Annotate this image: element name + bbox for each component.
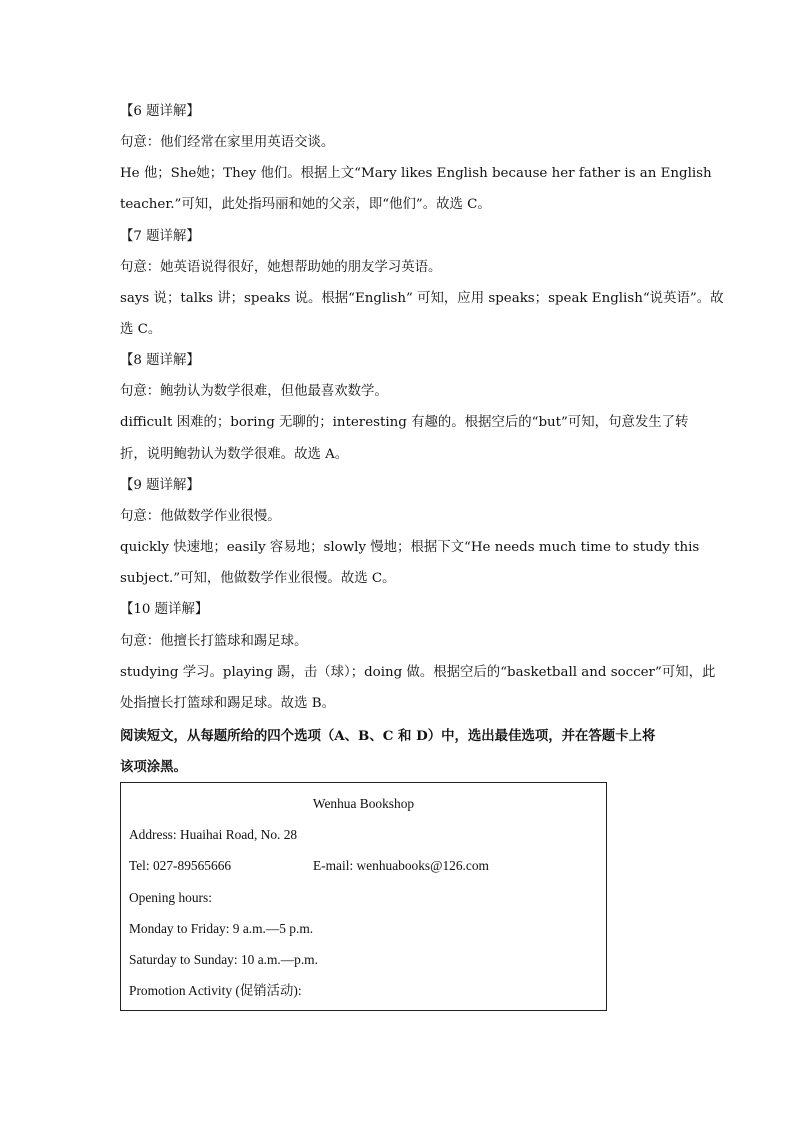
section-8-sentence: 句意：鲍勃认为数学很难，但他最喜欢数学。 xyxy=(120,384,388,399)
section-6-explanation-line-1: He 他；She她；They 他们。根据上文“Mary likes English because her father is an English xyxy=(120,166,712,181)
section-10-explanation-line-1: studying 学习。playing 踢，击（球）；doing 做。根据空后的“basketball and soccer”可知，此 xyxy=(120,665,716,680)
notice-promotion-label: Promotion Activity (促销活动): xyxy=(129,983,302,998)
section-9-heading: 【9 题详解】 xyxy=(120,478,200,493)
section-7-explanation-line-1: says 说；talks 讲；speaks 说。根据“English” 可知，应用 speaks；speak English“说英语”。故 xyxy=(120,291,724,306)
section-8-explanation-line-2: 折，说明鲍勃认为数学很难。故选 A。 xyxy=(120,447,349,462)
notice-opening-hours-label: Opening hours: xyxy=(129,890,212,905)
notice-address: Address: Huaihai Road, No. 28 xyxy=(129,827,298,842)
notice-weekday-hours: Monday to Friday: 9 a.m.—5 p.m. xyxy=(129,921,314,936)
section-6-heading: 【6 题详解】 xyxy=(120,104,200,119)
section-6-explanation-line-2: teacher.”可知，此处指玛丽和她的父亲，即“他们”。故选 C。 xyxy=(120,197,491,212)
section-7-sentence: 句意：她英语说得很好，她想帮助她的朋友学习英语。 xyxy=(120,260,442,275)
section-7-heading: 【7 题详解】 xyxy=(120,229,200,244)
section-9-explanation-line-1: quickly 快速地；easily 容易地；slowly 慢地；根据下文“He needs much time to study this xyxy=(120,540,700,555)
section-6-sentence: 句意：他们经常在家里用英语交谈。 xyxy=(120,135,335,150)
bookshop-notice-box xyxy=(120,782,607,1011)
section-10-sentence: 句意：他擅长打篮球和踢足球。 xyxy=(120,634,308,649)
reading-instruction-line-1: 阅读短文，从每题所给的四个选项（A、B、C 和 D）中，选出最佳选项，并在答题卡上将 xyxy=(120,728,656,744)
section-10-heading: 【10 题详解】 xyxy=(120,602,209,617)
reading-instruction-line-2: 该项涂黑。 xyxy=(120,759,187,775)
notice-weekend-hours: Saturday to Sunday: 10 a.m.—p.m. xyxy=(129,952,318,967)
section-8-explanation-line-1: difficult 困难的；boring 无聊的；interesting 有趣的。根据空后的“but”可知，句意发生了转 xyxy=(120,415,689,430)
notice-tel: Tel: 027-89565666 xyxy=(129,858,232,873)
section-9-sentence: 句意：他做数学作业很慢。 xyxy=(120,509,281,524)
section-9-explanation-line-2: subject.”可知，他做数学作业很慢。故选 C。 xyxy=(120,571,396,586)
section-7-explanation-line-2: 选 C。 xyxy=(120,322,162,337)
notice-email: E-mail: wenhuabooks@126.com xyxy=(313,858,489,873)
notice-title: Wenhua Bookshop xyxy=(312,796,415,811)
section-8-heading: 【8 题详解】 xyxy=(120,353,200,368)
section-10-explanation-line-2: 处指擅长打篮球和踢足球。故选 B。 xyxy=(120,696,335,711)
